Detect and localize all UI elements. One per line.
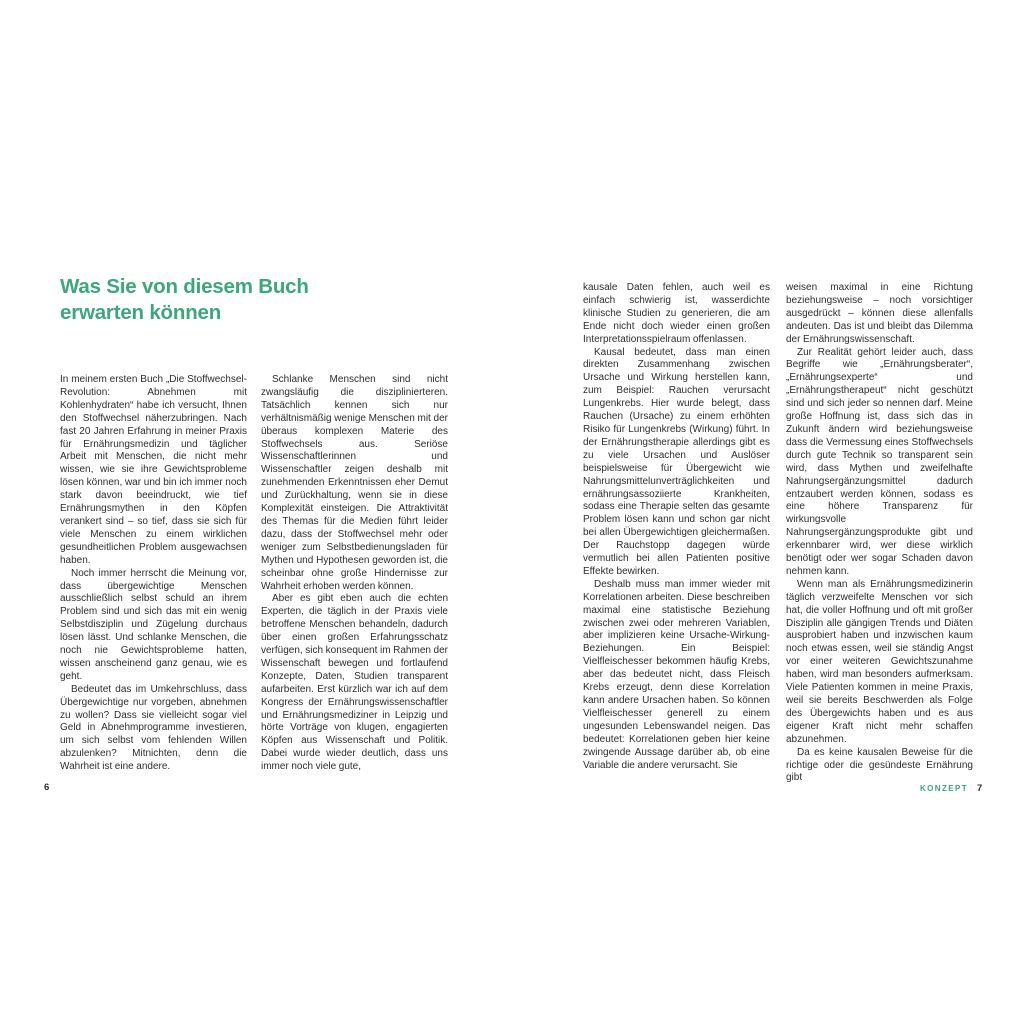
paragraph: Aber es gibt eben auch die echten Experten, die täglich in der Praxis viele betroffene Menschen behandeln, dadurch über einen großen Erfahrungsschatz verfügen, sich konsequent im Rahmen der Wissenschaft bewegen und fortlaufend Konzepte, Daten, Studien transparent aufarbeiten. Erst kürzlich war ich auf dem Kongress der Ernährungswissenschaftler und Ernährungsmediziner in Leipzig und hörte Vorträge von klugen, engagierten Köpfen aus Wissenschaft und Politik. Dabei wurde wieder deutlich, dass uns immer noch viele gute, bbox=[261, 593, 448, 773]
paragraph: Noch immer herrscht die Meinung vor, dass übergewichtige Menschen ausschließlich selbst schuld an ihrem Problem sind und sich das mit ein wenig Selbstdisziplin und Zügelung durchaus lösen lässt. Und schlanke Menschen, die noch nie Gewichtsprobleme hatten, wissen anscheinend ganz genau, wie es geht. bbox=[60, 567, 247, 682]
paragraph: Wenn man als Ernährungsmedizinerin täglich verzweifelte Menschen vor sich hat, die voller Hoffnung und oft mit großer Disziplin alle gängigen Trends und Diäten ausprobiert haben und inzwischen kaum noch etwas essen, weil sie ständig Angst vor einer weiteren Gewichtszunahme haben, wird man besonders aufmerksam. Viele Patienten kommen in meine Praxis, weil sie bereits Beschwerden als Folge des Übergewichts haben und es aus eigener Kraft nicht mehr schaffen abzunehmen. bbox=[786, 578, 973, 745]
paragraph: In meinem ersten Buch „Die Stoffwechsel-Revolution: Abnehmen mit Kohlenhydraten“ habe ich versucht, Ihnen den Stoffwechsel näherzubringen. Nach fast 20 Jahren Erfahrung in meiner Praxis für Ernährungsmedizin und täglicher Arbeit mit Menschen, die nicht mehr wissen, wie sie ihre Gewichtsprobleme lösen können, war und bin ich immer noch stark davon beeindruckt, wie tief Ernährungsmythen in den Köpfen verankert sind – so tief, dass sie sich für viele Menschen zu einem wirklichen gesundheitlichen Problem ausgewachsen haben. bbox=[60, 374, 247, 566]
left-page-column-1 bbox=[60, 374, 247, 774]
running-footer bbox=[920, 783, 982, 794]
paragraph: Da es keine kausalen Beweise für die richtige oder die gesündeste Ernährung gibt bbox=[786, 746, 973, 784]
paragraph: Deshalb muss man immer wieder mit Korrelationen arbeiten. Diese beschreiben maximal eine statistische Beziehung zwischen zwei oder mehreren Variablen, aber implizieren keine Ursache-Wirkung-Beziehungen. Ein Beispiel: Vielfleischesser bekommen häufig Krebs, aber das bedeutet nicht, dass Fleisch Krebs erzeugt, denn diese Korrelation kann andere Ursachen haben. So können Vielfleischesser generell zu einem ungesunden Lebenswandel neigen. Das bedeutet: Korrelationen geben hier keine zwingende Aussage darüber ab, ob eine Variable die andere verursacht. Sie bbox=[583, 578, 770, 771]
chapter-title-line-2: erwarten können bbox=[60, 301, 222, 324]
right-page-column-1 bbox=[583, 282, 770, 772]
paragraph: Zur Realität gehört leider auch, dass Begriffe wie „Ernährungsberater“, „Ernährungsexperte“ und „Ernährungstherapeut“ nicht geschützt sind und sich jeder so nennen darf. Meine große Hoffnung ist, dass sich das in Zukunft ändern wird beziehungsweise dass die Vermessung eines Stoffwechsels durch gute Technik so transparent sein wird, dass Mythen und zweifelhafte Nahrungsergänzungsmittel dadurch entzaubert werden können, sodass es eine höhere Transparenz für wirkungsvolle Nahrungsergänzungsprodukte gibt und erkennbarer wird, wer diese wirklich benötigt oder wer sogar Schaden davon nehmen kann. bbox=[786, 346, 973, 577]
paragraph: kausale Daten fehlen, auch weil es einfach schwierig ist, wasserdichte klinische Studien zu generieren, die am Ende nicht doch wieder einen großen Interpretationsspielraum offenlassen. bbox=[583, 282, 770, 345]
chapter-label: KONZEPT bbox=[920, 784, 969, 793]
chapter-title-line-1: Was Sie von diesem Buch bbox=[60, 275, 309, 298]
right-page-column-2 bbox=[786, 282, 973, 785]
page-number-right: 7 bbox=[977, 783, 983, 794]
page-number-left: 6 bbox=[44, 782, 50, 793]
left-page-column-2 bbox=[261, 374, 448, 774]
paragraph: weisen maximal in eine Richtung beziehungsweise – noch vorsichtiger ausgedrückt – können diese allenfalls andeuten. Das ist und bleibt das Dilemma der Ernährungswissenschaft. bbox=[786, 282, 973, 345]
paragraph: Schlanke Menschen sind nicht zwangsläufig die disziplinierteren. Tatsächlich kennen sich nur verhältnismäßig wenige Menschen mit der überaus komplexen Materie des Stoffwechsels aus. Seriöse Wissenschaftlerinnen und Wissenschaftler zeigen deshalb mit zunehmenden Erkenntnissen eher Demut und Zurückhaltung, wenn sie in diese Komplexität einsteigen. Die Attraktivität des Themas für die Medien führt leider dazu, dass der Stoffwechsel mehr oder weniger zum Selbstbedienungsladen für Mythen und Hypothesen geworden ist, die scheinbar ohne große Hindernisse zur Wahrheit erhoben werden können. bbox=[261, 374, 448, 592]
paragraph: Bedeutet das im Umkehrschluss, dass Übergewichtige nur vorgeben, abnehmen zu wollen? Dass sie vielleicht sogar viel Geld in Abnehmprogramme investieren, um sich selbst vom fehlenden Willen abzulenken? Mitnichten, denn die Wahrheit ist eine andere. bbox=[60, 683, 247, 773]
chapter-title bbox=[60, 274, 309, 326]
paragraph: Kausal bedeutet, dass man einen direkten Zusammenhang zwischen Ursache und Wirkung herstellen kann, zum Beispiel: Rauchen verursacht Lungenkrebs. Hier wurde belegt, dass Rauchen (Ursache) zu einem erhöhten Risiko für Lungenkrebs (Wirkung) führt. In der Ernährungstherapie allerdings gibt es zu viele Ursachen und Auslöser beispielsweise für Übergewicht wie Nahrungsmittelunverträglichkeiten und ernährungsassoziierte Krankheiten, sodass eine Therapie selten das gesamte Problem lösen kann und schon gar nicht bei allen Übergewichtigen gleichermaßen. Der Rauchstopp dagegen würde vermutlich bei allen Patienten positive Effekte bewirken. bbox=[583, 346, 770, 577]
